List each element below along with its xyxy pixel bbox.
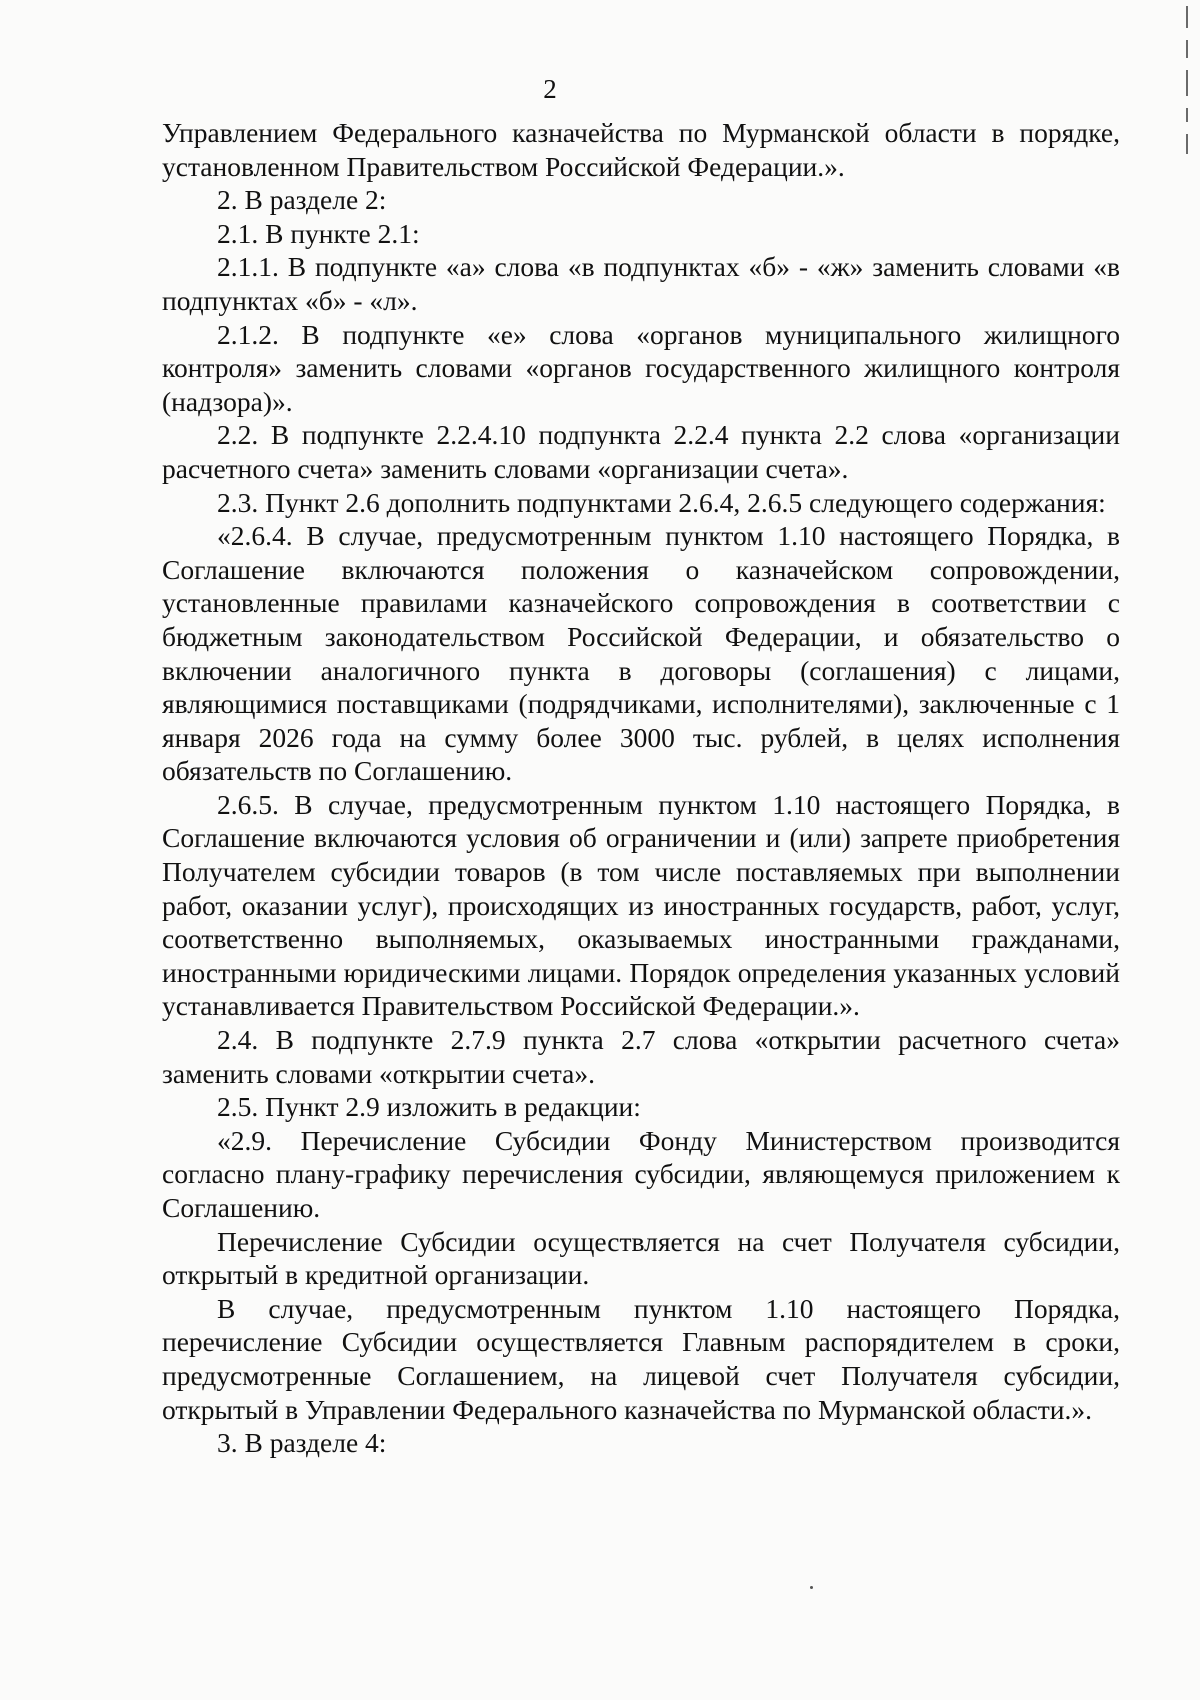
paragraph-continuation: Управлением Федерального казначейства по Мурманской области в порядке, установленном Правительством Российской Федерации.». [162, 117, 1120, 182]
paragraph-2-2: 2.2. В подпункте 2.2.4.10 подпункта 2.2.4 пункта 2.2 слова «организации расчетного счета» заменить словами «организации счета». [162, 419, 1120, 484]
scan-edge-marks [1184, 0, 1190, 180]
paragraph-2-6-5: 2.6.5. В случае, предусмотренным пунктом 1.10 настоящего Порядка, в Соглашение включаются условия об ограничении и (или) запрете приобретения Получателем субсидии товаров (в том числе поставляемых при выполнении работ, оказании услуг), происходящих из иностранных государств, работ, услуг, соответственно выполняемых, оказываемых иностранными гражданами, иностранными юридическими лицами. Порядок определения указанных условий устанавливается Правительством Российской Федерации.». [162, 788, 1120, 1022]
paragraph-section-2: 2. В разделе 2: [217, 184, 387, 216]
page-number: 2 [543, 74, 557, 104]
paragraph-2-3: 2.3. Пункт 2.6 дополнить подпунктами 2.6.4, 2.6.5 следующего содержания: [217, 486, 1106, 518]
paragraph-2-6-4: «2.6.4. В случае, предусмотренным пунктом 1.10 настоящего Порядка, в Соглашение включаются положения о казначейском сопровождении, установленные правилами казначейского сопровождения в соответствии с бюджетным законодательством Российской Федерации, и обязательство о включении аналогичного пункта в договоры (соглашения) с лицами, являющимися поставщиками (подрядчиками, исполнителями), заключенные с 1 января 2026 года на сумму более 3000 тыс. рублей, в целях исполнения обязательств по Соглашению. [162, 520, 1120, 787]
paragraph-2-9: «2.9. Перечисление Субсидии Фонду Министерством производится согласно плану-графику перечисления субсидии, являющемуся приложением к Соглашению. [162, 1124, 1120, 1223]
paragraph-2-4: 2.4. В подпункте 2.7.9 пункта 2.7 слова «открытии расчетного счета» заменить словами «открытии счета». [162, 1024, 1120, 1089]
paragraph-2-1-2: 2.1.2. В подпункте «е» слова «органов муниципального жилищного контроля» заменить словами «органов государственного жилищного контроля (надзора)». [162, 318, 1120, 417]
paragraph-section-4: 3. В разделе 4: [217, 1427, 387, 1459]
paragraph-2-1: 2.1. В пункте 2.1: [217, 217, 420, 249]
scan-speck [810, 1586, 813, 1589]
paragraph-2-5: 2.5. Пункт 2.9 изложить в редакции: [217, 1091, 641, 1123]
paragraph-transfer-treasury: В случае, предусмотренным пунктом 1.10 настоящего Порядка, перечисление Субсидии осуществляется Главным распорядителем в сроки, предусмотренные Соглашением, на лицевой счет Получателя субсидии, открытый в Управлении Федерального казначейства по Мурманской области.». [162, 1292, 1120, 1425]
paragraph-transfer-account: Перечисление Субсидии осуществляется на счет Получателя субсидии, открытый в кредитной организации. [162, 1225, 1120, 1291]
paragraph-2-1-1: 2.1.1. В подпункте «а» слова «в подпунктах «б» - «ж» заменить словами «в подпунктах «б» - «л». [162, 251, 1120, 316]
document-body [162, 116, 1120, 1460]
